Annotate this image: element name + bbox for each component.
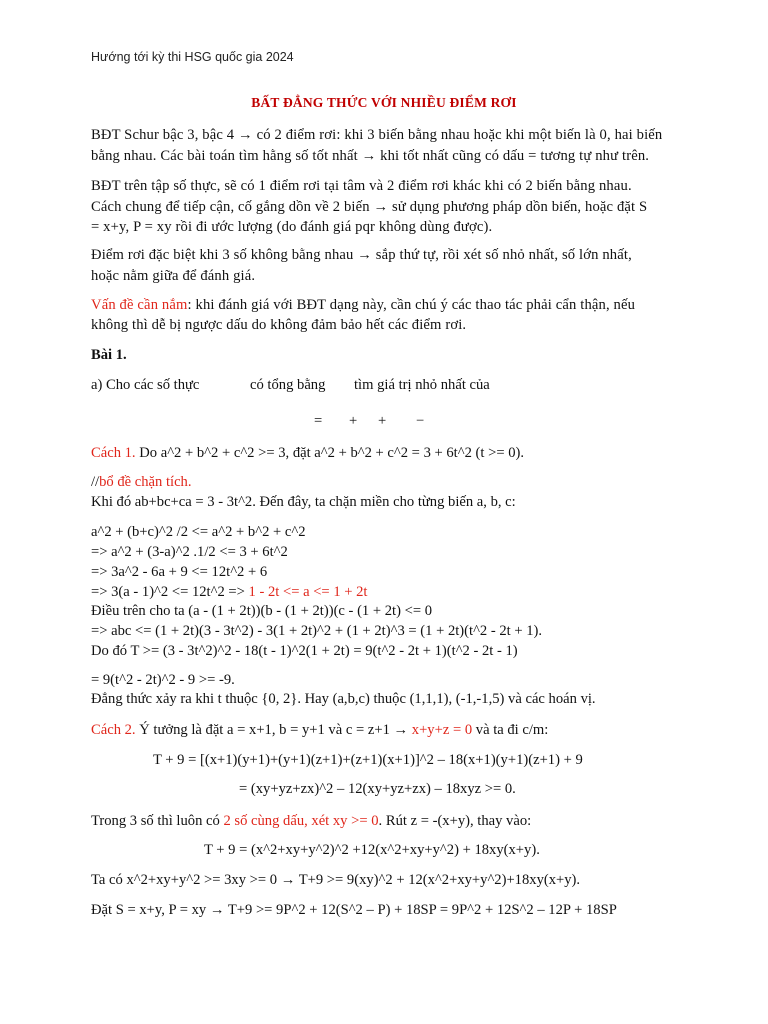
lemma-line (91, 473, 192, 491)
formula-minus-sign: − (416, 413, 425, 429)
method-2-step-1-highlight: 2 số cùng dấu, xét xy >= 0 (223, 813, 379, 829)
method-2-equation-2: = (xy+yz+zx)^2 – 12(xy+yz+zx) – 18xyz >= 0. (239, 781, 516, 797)
key-issue-label: Vấn đề cần nắm (91, 297, 188, 313)
formula-plus-sign-2: + (378, 413, 387, 429)
method-2-text: Ý tưởng là đặt a = x+1, b = y+1 và c = z+1 → (135, 722, 412, 738)
problem-statement-part-1: a) Cho các số thực (91, 377, 200, 393)
method-2-step-1-end: . Rút z = -(x+y), thay vào: (378, 813, 532, 829)
method-2-equation-1: T + 9 = [(x+1)(y+1)+(y+1)(z+1)+(z+1)(x+1)]^2 – 18(x+1)(y+1)(z+1) + 9 (153, 752, 583, 768)
method-2-condition: x+y+z = 0 (411, 722, 473, 738)
intro-paragraph-1-line-2: bằng nhau. Các bài toán tìm hằng số tốt nhất → khi tốt nhất cũng có dấu = tương tự như trên. (91, 148, 650, 164)
intro-paragraph-1-line-1: BĐT Schur bậc 3, bậc 4 → có 2 điểm rơi: khi 3 biến bằng nhau hoặc khi một biến là 0, hai biến (91, 127, 663, 143)
method-1-line (91, 444, 524, 462)
document-title: BẤT ĐẲNG THỨC VỚI NHIỀU ĐIỂM RƠI (251, 95, 517, 110)
method-1-step-2: a^2 + (b+c)^2 /2 <= a^2 + b^2 + c^2 (91, 524, 306, 540)
formula-equals-sign: = (314, 413, 323, 429)
method-2-step-1 (91, 812, 531, 830)
method-2-step-3: Đặt S = x+y, P = xy → T+9 >= 9P^2 + 12(S^2 – P) + 18SP = 9P^2 + 12S^2 – 12P + 18SP (91, 902, 617, 918)
intro-paragraph-3-line-2: hoặc nằm giữa để đánh giá. (91, 268, 256, 284)
method-1-step-5-bound: 1 - 2t <= a <= 1 + 2t (248, 584, 368, 600)
problem-statement-part-3: tìm giá trị nhỏ nhất của (354, 377, 490, 393)
method-1-label: Cách 1. (91, 445, 136, 461)
key-issue-text: : khi đánh giá với BĐT dạng này, cần chú ý các thao tác phải cẩn thận, nếu (187, 297, 636, 313)
method-1-step-4: => 3a^2 - 6a + 9 <= 12t^2 + 6 (91, 564, 268, 580)
method-1-equality-case: Đẳng thức xảy ra khi t thuộc {0, 2}. Hay (a,b,c) thuộc (1,1,1), (-1,-1,5) và các hoán vị. (91, 691, 596, 707)
method-2-text-end: và ta đi c/m: (472, 722, 549, 738)
page-header: Hướng tới kỳ thi HSG quốc gia 2024 (91, 50, 294, 64)
method-1-step-5 (91, 583, 368, 601)
problem-heading: Bài 1. (91, 347, 127, 363)
intro-paragraph-2-line-2: Cách chung để tiếp cận, cố gắng dồn về 2 biến → sử dụng phương pháp dồn biến, hoặc đặt S (91, 199, 648, 215)
method-1-text: Do a^2 + b^2 + c^2 >= 3, đặt a^2 + b^2 + c^2 = 3 + 6t^2 (t >= 0). (135, 445, 525, 461)
method-2-line (91, 721, 548, 739)
intro-paragraph-2-line-3: = x+y, P = xy rồi đi ước lượng (do đánh giá pqr không dùng được). (91, 219, 493, 235)
intro-paragraph-4-line-1 (91, 296, 635, 314)
method-1-step-3: => a^2 + (3-a)^2 .1/2 <= 3 + 6t^2 (91, 544, 288, 560)
method-1-step-7: => abc <= (1 + 2t)(3 - 3t^2) - 3(1 + 2t)^2 + (1 + 2t)^3 = (1 + 2t)(t^2 - 2t + 1). (91, 623, 543, 639)
intro-paragraph-2-line-1: BĐT trên tập số thực, sẽ có 1 điểm rơi tại tâm và 2 điểm rơi khác khi có 2 biến bằng nhau. (91, 178, 632, 194)
problem-statement-part-2: có tổng bằng (250, 377, 326, 393)
method-2-step-2: Ta có x^2+xy+y^2 >= 3xy >= 0 → T+9 >= 9(xy)^2 + 12(x^2+xy+y^2)+18xy(x+y). (91, 872, 581, 888)
formula-plus-sign-1: + (349, 413, 358, 429)
method-2-step-1-text: Trong 3 số thì luôn có (91, 813, 224, 829)
intro-paragraph-3-line-1: Điểm rơi đặc biệt khi 3 số không bằng nhau → sắp thứ tự, rồi xét số nhỏ nhất, số lớn nhất, (91, 247, 632, 263)
method-2-equation-3: T + 9 = (x^2+xy+y^2)^2 +12(x^2+xy+y^2) + 18xy(x+y). (204, 842, 540, 858)
intro-paragraph-4-line-2: không thì dễ bị ngược dấu do không đảm bảo hết các điểm rơi. (91, 317, 467, 333)
method-1-step-6: Điều trên cho ta (a - (1 + 2t))(b - (1 + 2t))(c - (1 + 2t) <= 0 (91, 603, 433, 619)
lemma-text: bổ đề chặn tích. (99, 474, 192, 490)
method-2-label: Cách 2. (91, 722, 136, 738)
method-1-step-9: = 9(t^2 - 2t)^2 - 9 >= -9. (91, 672, 235, 688)
method-1-step-1: Khi đó ab+bc+ca = 3 - 3t^2. Đến đây, ta chặn miền cho từng biến a, b, c: (91, 494, 516, 510)
method-1-step-8: Do đó T >= (3 - 3t^2)^2 - 18(t - 1)^2(1 + 2t) = 9(t^2 - 2t + 1)(t^2 - 2t - 1) (91, 643, 518, 659)
method-1-step-5-text: => 3(a - 1)^2 <= 12t^2 => (91, 584, 249, 600)
lemma-prefix: // (91, 474, 100, 490)
